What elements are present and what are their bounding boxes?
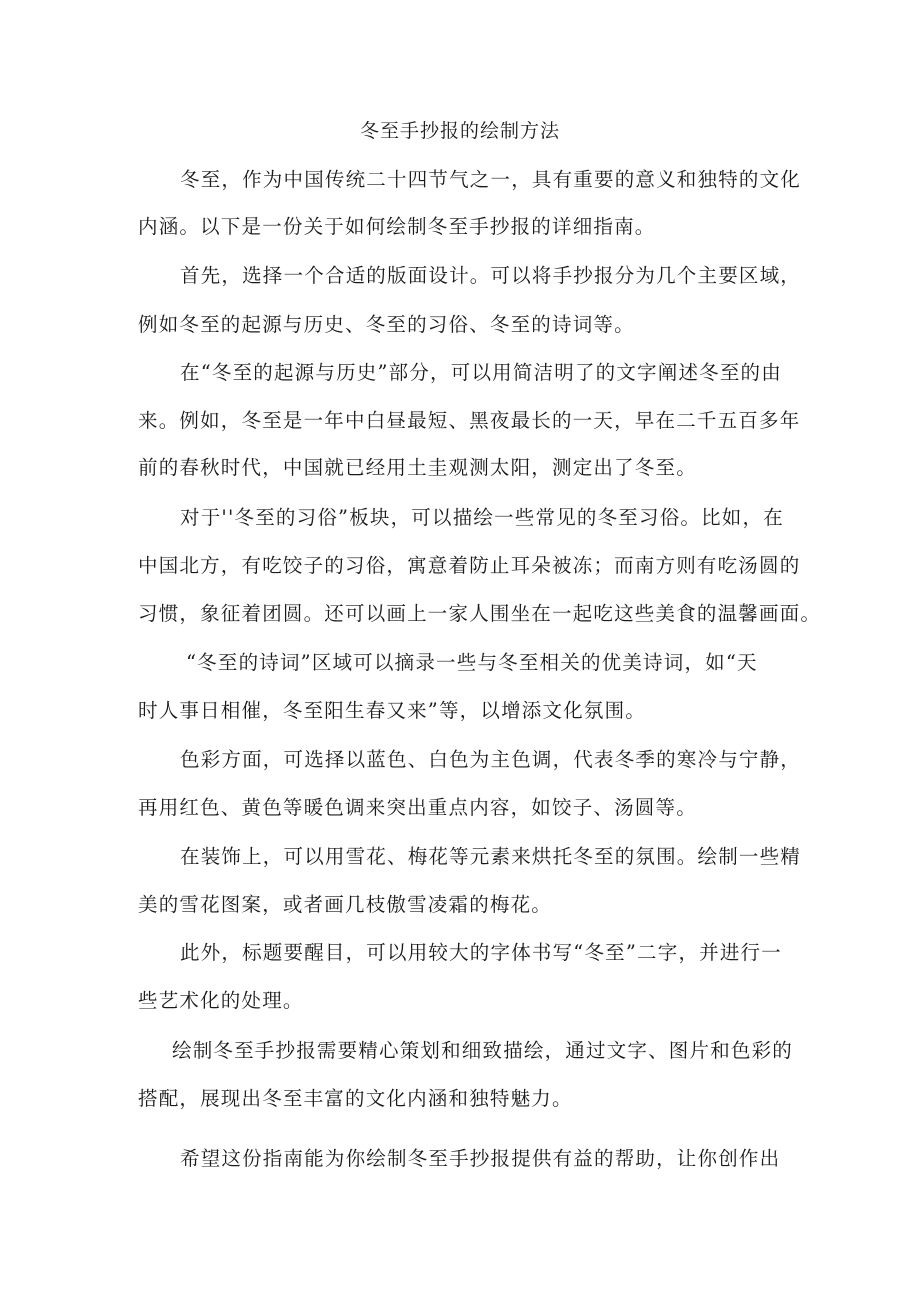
- paragraph-line: 首先，选择一个合适的版面设计。可以将手抄报分为几个主要区域，: [180, 264, 802, 287]
- paragraph-line: “冬至的诗词”区域可以摘录一些与冬至相关的优美诗词，如“天: [186, 651, 758, 674]
- paragraph-line: 此外，标题要醒目，可以用较大的字体书写“冬至”二字，并进行一: [180, 941, 782, 964]
- paragraph-line: 冬至，作为中国传统二十四节气之一，具有重要的意义和独特的文化: [180, 168, 802, 191]
- document-title: 冬至手抄报的绘制方法: [359, 120, 560, 142]
- paragraph-line: 习惯，象征着团圆。还可以画上一家人围坐在一起吃这些美食的温馨画面。: [138, 602, 822, 625]
- paragraph-line: 在装饰上，可以用雪花、梅花等元素来烘托冬至的氛围。绘制一些精: [180, 845, 802, 868]
- paragraph-line: 对于''冬至的习俗”板块，可以描绘一些常见的冬至习俗。比如，在: [180, 506, 784, 529]
- paragraph-line: 美的雪花图案，或者画几枝傲雪凌霜的梅花。: [138, 893, 553, 916]
- paragraph-line: 些艺术化的处理。: [138, 989, 304, 1012]
- paragraph-line: 中国北方，有吃饺子的习俗，寓意着防止耳朵被冻；而南方则有吃汤圆的: [138, 554, 801, 577]
- paragraph-line: 来。例如，冬至是一年中白昼最短、黑夜最长的一天，早在二千五百多年: [138, 409, 801, 432]
- paragraph-line: 内涵。以下是一份关于如何绘制冬至手抄报的详细指南。: [138, 215, 656, 238]
- paragraph-line: 希望这份指南能为你绘制冬至手抄报提供有益的帮助，让你创作出: [180, 1147, 781, 1170]
- paragraph-line: 在“冬至的起源与历史”部分，可以用简洁明了的文字阐述冬至的由: [180, 361, 782, 384]
- paragraph-line: 时人事日相催，冬至阳生春又来”等，以增添文化氛围。: [138, 699, 646, 722]
- paragraph-line: 绘制冬至手抄报需要精心策划和细致描绘，通过文字、图片和色彩的: [172, 1039, 794, 1062]
- paragraph-line: 前的春秋时代，中国就已经用土圭观测太阳，测定出了冬至。: [138, 456, 697, 479]
- paragraph-line: 色彩方面，可选择以蓝色、白色为主色调，代表冬季的寒冷与宁静，: [180, 748, 802, 771]
- paragraph-line: 再用红色、黄色等暖色调来突出重点内容，如饺子、汤圆等。: [138, 796, 697, 819]
- paragraph-line: 例如冬至的起源与历史、冬至的习俗、冬至的诗词等。: [138, 313, 635, 336]
- paragraph-line: 搭配，展现出冬至丰富的文化内涵和独特魅力。: [138, 1087, 573, 1110]
